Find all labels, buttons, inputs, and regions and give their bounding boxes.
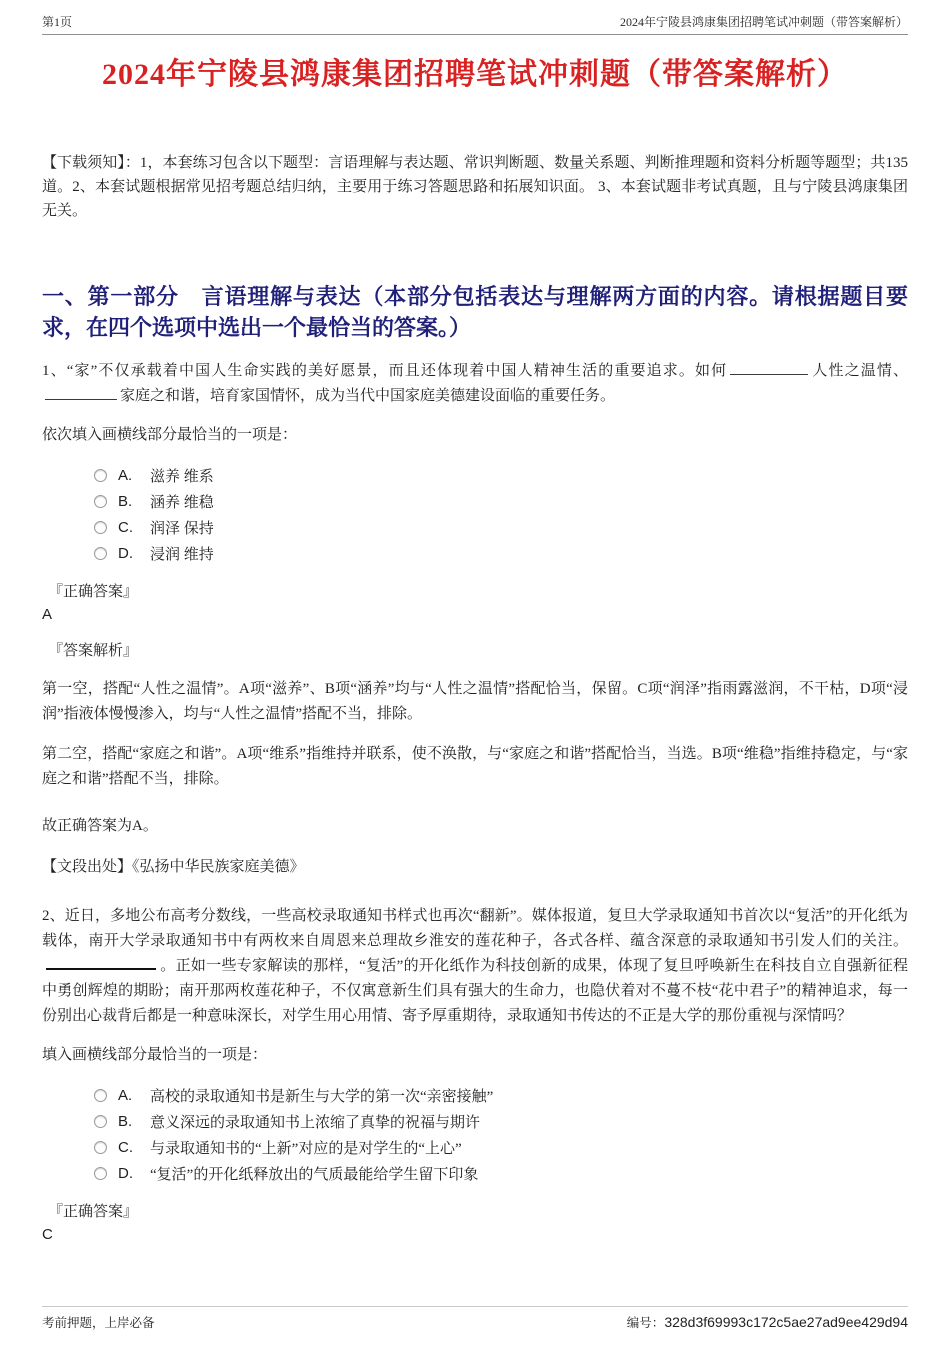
page-header [42, 14, 908, 30]
q1-conclusion: 故正确答案为A。 [42, 818, 158, 834]
radio-button[interactable] [94, 495, 107, 508]
blank-underline [730, 361, 808, 375]
q1-source: 【文段出处】《弘扬中华民族家庭美德》 [42, 859, 305, 875]
q1-option-c[interactable] [94, 514, 908, 540]
section-heading: 一、第一部分 言语理解与表达（本部分包括表达与理解两方面的内容。请根据题目要求，在四个选项中选出一个最恰当的答案。） [42, 284, 908, 340]
question-2 [42, 904, 908, 1245]
footer-serial [627, 1313, 908, 1331]
blank-underline [46, 955, 156, 970]
q1-stem-part-1: 1、“家”不仅承载着中国人生命实践的美好愿景，而且还体现着中国人精神生活的重要追求。如何 [42, 363, 728, 379]
q2-prompt: 填入画横线部分最恰当的一项是： [42, 1047, 268, 1063]
radio-button[interactable] [94, 1089, 107, 1102]
q2-option-a[interactable] [94, 1082, 908, 1108]
q2-option-b[interactable] [94, 1108, 908, 1134]
footer-rule [42, 1306, 908, 1307]
q1-stem-part-3: 家庭之和谐，培育家国情怀，成为当代中国家庭美德建设面临的重要任务。 [120, 388, 616, 404]
option-letter: B. [118, 1112, 133, 1130]
download-notice: 【下载须知】：1，本套练习包含以下题型：言语理解与表达题、常识判断题、数量关系题、判断推理题和资料分析题等题型；共135道。2、本套试题根据常见招考题总结归纳，主要用于练习答题思路和拓展知识面。 3、本套试题非考试真题，且与宁陵县鸿康集团无关。 [42, 155, 908, 219]
option-letter: C. [118, 1138, 133, 1156]
q1-analysis-paragraph-2: 第二空，搭配“家庭之和谐”。A项“维系”指维持并联系，使不涣散，与“家庭之和谐”搭配恰当，当选。B项“维稳”指维持稳定，与“家庭之和谐”搭配不当，排除。 [42, 746, 908, 787]
question-1 [42, 359, 908, 878]
option-letter: D. [118, 1164, 133, 1182]
page-footer [42, 1306, 908, 1331]
q1-option-d[interactable] [94, 540, 908, 566]
q1-correct-answer-label: 『正确答案』 [48, 584, 139, 600]
q1-option-a[interactable] [94, 462, 908, 488]
q1-option-b[interactable] [94, 488, 908, 514]
option-letter: C. [118, 518, 133, 536]
option-text: 与录取通知书的“上新”对应的是对学生的“上心” [150, 1140, 462, 1157]
document-title: 2024年宁陵县鸿康集团招聘笔试冲刺题（带答案解析） [102, 58, 848, 91]
footer-slogan: 考前押题，上岸必备 [42, 1316, 155, 1330]
q1-analysis-label: 『答案解析』 [48, 643, 139, 659]
q2-correct-answer-label: 『正确答案』 [48, 1204, 139, 1220]
option-letter: A. [118, 466, 133, 484]
header-rule [42, 34, 908, 35]
radio-button[interactable] [94, 547, 107, 560]
footer-serial-label: 编号： [626, 1316, 665, 1330]
radio-button[interactable] [94, 469, 107, 482]
option-letter: B. [118, 492, 133, 510]
q2-stem-part-2: 。正如一些专家解读的那样，“复活”的开化纸作为科技创新的成果，体现了复旦呼唤新生在科技自立自强新征程中勇创辉煌的期盼；南开那两枚莲花种子，不仅寓意新生们具有强大的生命力，也隐伏着对不蔓不枝“花中君子”的精神追求，每一份别出心裁背后都是一种意味深长，对学生用心用情、寄予厚重期待，录取通知书传达的不正是大学的那份重视与深情吗？ [42, 958, 908, 1024]
q2-stem [42, 904, 908, 1029]
q2-correct-answer-value: C [42, 1226, 53, 1243]
radio-button[interactable] [94, 1141, 107, 1154]
radio-button[interactable] [94, 521, 107, 534]
option-text: 意义深远的录取通知书上浓缩了真挚的祝福与期许 [150, 1114, 481, 1131]
q1-prompt: 依次填入画横线部分最恰当的一项是： [42, 427, 298, 443]
footer-serial-value: 328d3f69993c172c5ae27ad9ee429d94 [664, 1314, 908, 1330]
q2-option-c[interactable] [94, 1134, 908, 1160]
option-text: “复活”的开化纸释放出的气质最能给学生留下印象 [150, 1166, 479, 1183]
option-letter: A. [118, 1086, 133, 1104]
header-doc-title: 2024年宁陵县鸿康集团招聘笔试冲刺题（带答案解析） [619, 15, 908, 29]
q1-stem-part-2: 人性之温情、 [811, 363, 908, 379]
radio-button[interactable] [94, 1167, 107, 1180]
option-text: 滋养 维系 [150, 468, 214, 485]
option-text: 润泽 保持 [150, 520, 214, 537]
blank-underline [45, 386, 117, 400]
option-text: 浸润 维持 [150, 546, 214, 563]
q1-analysis-paragraph-1: 第一空，搭配“人性之温情”。A项“滋养”、B项“涵养”均与“人性之温情”搭配恰当，保留。C项“润泽”指雨露滋润，不干枯，D项“浸润”指液体慢慢渗入，均与“人性之温情”搭配不当，排除。 [42, 681, 908, 722]
q1-options [94, 462, 908, 566]
option-letter: D. [118, 544, 133, 562]
q2-stem-part-1: 2、近日，多地公布高考分数线，一些高校录取通知书样式也再次“翻新”。媒体报道，复旦大学录取通知书首次以“复活”的开化纸为载体，南开大学录取通知书中有两枚来自周恩来总理故乡淮安的莲花种子，各式各样、蕴含深意的录取通知书引发人们的关注。 [42, 908, 908, 949]
option-text: 高校的录取通知书是新生与大学的第一次“亲密接触” [150, 1088, 494, 1105]
q2-option-d[interactable] [94, 1160, 908, 1186]
q1-stem [42, 359, 908, 409]
q1-correct-answer-value: A [42, 606, 53, 623]
option-text: 涵养 维稳 [150, 494, 214, 511]
page-number: 第1页 [42, 15, 73, 29]
radio-button[interactable] [94, 1115, 107, 1128]
q2-options [94, 1082, 908, 1186]
